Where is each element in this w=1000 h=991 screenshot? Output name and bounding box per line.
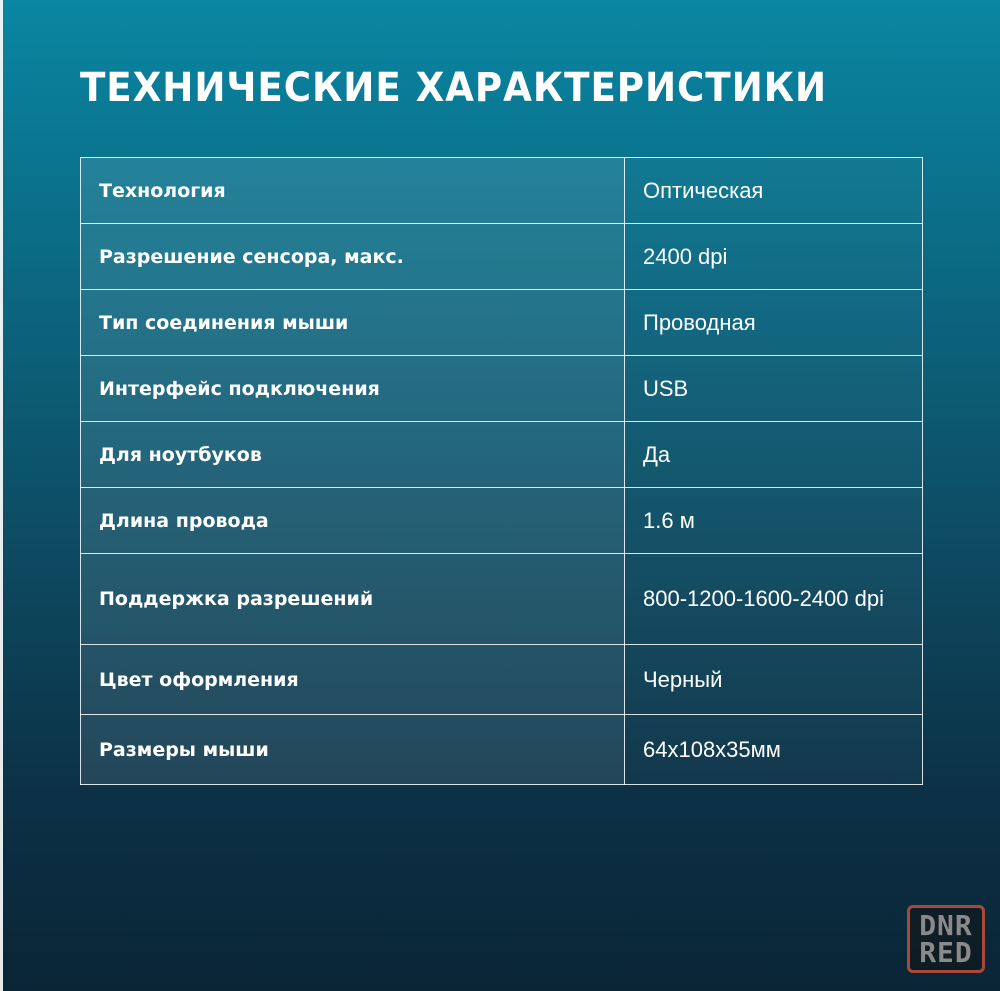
spec-table (80, 157, 923, 785)
spec-value: USB (625, 356, 923, 422)
spec-value: Проводная (625, 290, 923, 356)
table-row (81, 488, 923, 554)
spec-label: Цвет оформления (81, 645, 625, 715)
spec-value: 2400 dpi (625, 224, 923, 290)
table-row (81, 356, 923, 422)
spec-label: Разрешение сенсора, макс. (81, 224, 625, 290)
spec-label: Технология (81, 158, 625, 224)
table-row (81, 645, 923, 715)
table-row (81, 290, 923, 356)
table-row (81, 158, 923, 224)
logo-line-2: RED (919, 936, 973, 969)
table-row (81, 224, 923, 290)
dnr-red-logo (907, 905, 985, 973)
spec-value: Черный (625, 645, 923, 715)
spec-label: Интерфейс подключения (81, 356, 625, 422)
spec-label: Для ноутбуков (81, 422, 625, 488)
spec-label: Размеры мыши (81, 715, 625, 785)
spec-value: 1.6 м (625, 488, 923, 554)
table-row (81, 715, 923, 785)
spec-value: 64x108x35мм (625, 715, 923, 785)
table-row (81, 554, 923, 645)
left-edge-line (0, 0, 3, 991)
logo-line-1: DNR (919, 909, 973, 942)
spec-label: Тип соединения мыши (81, 290, 625, 356)
spec-value: Да (625, 422, 923, 488)
spec-label: Длина провода (81, 488, 625, 554)
spec-label: Поддержка разрешений (81, 554, 625, 645)
spec-value: 800-1200-1600-2400 dpi (625, 554, 923, 645)
table-row (81, 422, 923, 488)
spec-value: Оптическая (625, 158, 923, 224)
page-title: ТЕХНИЧЕСКИЕ ХАРАКТЕРИСТИКИ (80, 65, 828, 111)
